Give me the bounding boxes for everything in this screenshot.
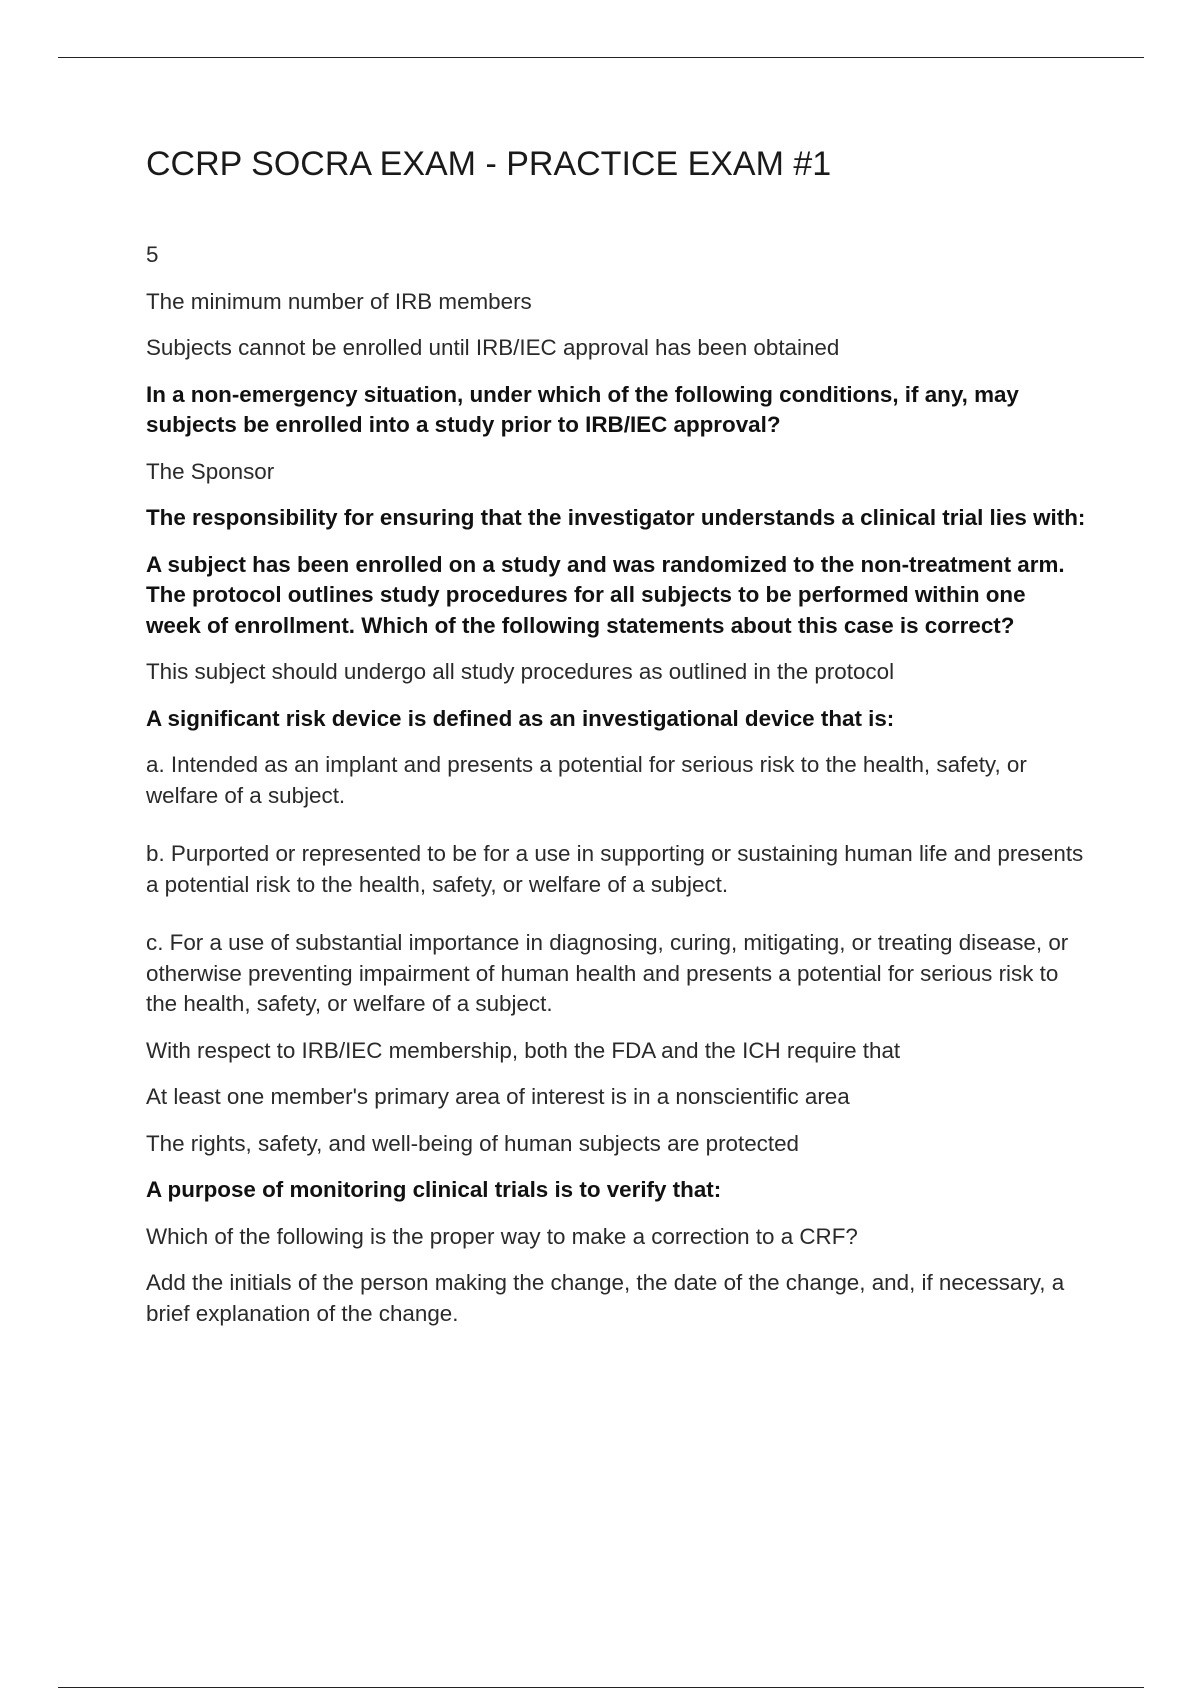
answer-paragraph: c. For a use of substantial importance in diagnosing, curing, mitigating, or treating disease, or otherwise preventing impairment of human health and presents a potential for serious risk to the health, safety, or welfare of a subject. [146, 930, 1069, 1016]
answer-paragraph: a. Intended as an implant and presents a potential for serious risk to the health, safety, or welfare of a subject. [146, 752, 1027, 808]
answer-text: This subject should undergo all study procedures as outlined in the protocol [146, 659, 895, 684]
answer-text [146, 750, 1086, 1020]
question-text: A purpose of monitoring clinical trials is to verify that: [146, 1177, 722, 1202]
answer-text: The rights, safety, and well-being of human subjects are protected [146, 1130, 800, 1156]
answer-text: At least one member's primary area of interest is in a nonscientific area [146, 1084, 850, 1109]
answer-text: The Sponsor [146, 458, 275, 484]
answer-text: With respect to IRB/IEC membership, both the FDA and the ICH require that [146, 1037, 901, 1063]
top-divider [58, 57, 1144, 58]
question-text: In a non-emergency situation, under which of the following conditions, if any, may subjects be enrolled into a study prior to IRB/IEC approval? [146, 381, 1019, 437]
question-answer-list [146, 240, 1086, 1329]
answer-paragraph: b. Purported or represented to be for a use in supporting or sustaining human life and presents a potential risk to the health, safety, or welfare of a subject. [146, 841, 1084, 897]
answer-text: Subjects cannot be enrolled until IRB/IEC approval has been obtained [146, 335, 840, 360]
answer-text: 5 [146, 242, 159, 267]
question-text: A significant risk device is defined as an investigational device that is: [146, 705, 895, 731]
bottom-divider [58, 1687, 1144, 1688]
answer-text: Which of the following is the proper way to make a correction to a CRF? [146, 1223, 858, 1249]
answer-text: The minimum number of IRB members [146, 288, 532, 314]
question-text: The responsibility for ensuring that the investigator understands a clinical trial lies with: [146, 505, 1086, 530]
answer-text: Add the initials of the person making the change, the date of the change, and, if necessary, a brief explanation of the change. [146, 1270, 1065, 1326]
document-title: CCRP SOCRA EXAM - PRACTICE EXAM #1 [146, 145, 832, 183]
question-text: A subject has been enrolled on a study and was randomized to the non-treatment arm. The protocol outlines study procedures for all subjects to be performed within one week of enrollment. Which of the following statements about this case is correct? [146, 551, 1065, 638]
document-body [146, 140, 1086, 1345]
